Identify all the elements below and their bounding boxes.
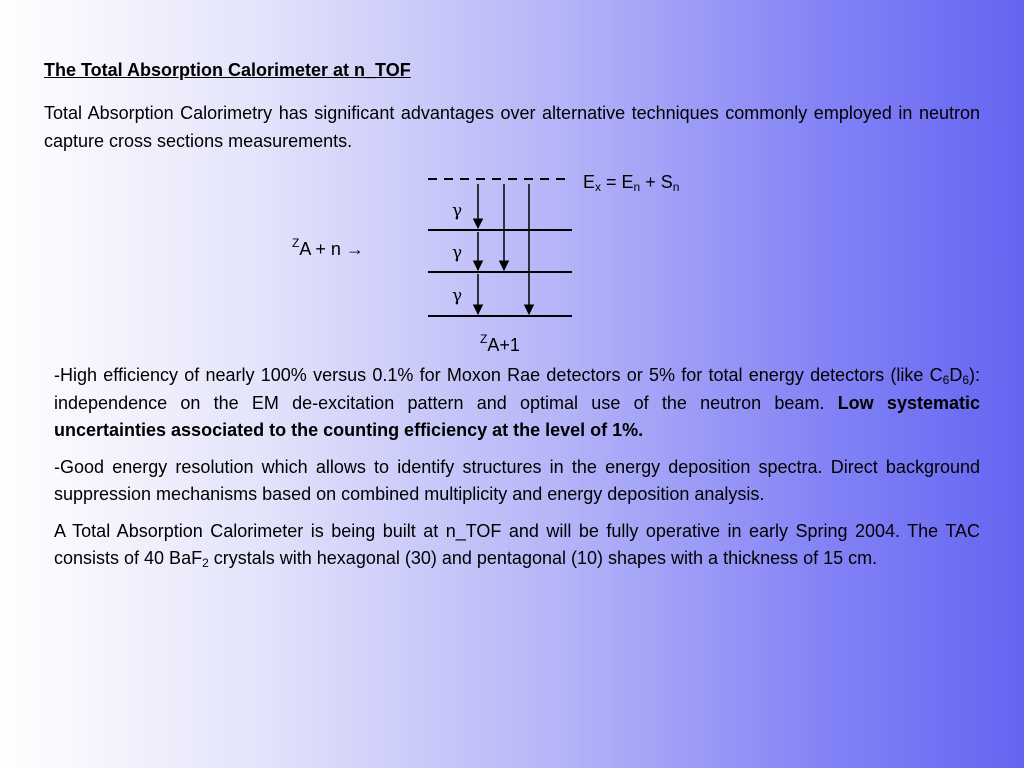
body-text (54, 362, 980, 582)
gamma-label: γ (452, 243, 463, 263)
gamma-label: γ (452, 201, 463, 221)
intro-paragraph: Total Absorption Calorimetry has significant advantages over alternative techniques commonly employed in neutron capture cross sections measurements. (44, 103, 980, 151)
efficiency-paragraph: -High efficiency of nearly 100% versus 0.1% for Moxon Rae detectors or 5% for total energy detectors (like $C_6D_6$): independence on the EM de-excitation pattern and optimal use of the neutron beam. Low systematic uncertainties associated to the counting efficiency at the level of 1%. (54, 365, 980, 440)
gamma-label: γ (452, 286, 463, 306)
efficiency-highlight: Low systematic uncertainties associated to the counting efficiency at the level of 1%. (54, 392, 980, 440)
excitation-energy-label: $E_x = E_n + S_n$ (583, 172, 680, 194)
slide-title: The Total Absorption Calorimeter at n_TOF (44, 60, 411, 80)
product-nucleus-label: $^Z$A+1 (480, 332, 520, 355)
reaction-label: $^Z$A + n → (292, 236, 364, 259)
tac-description-paragraph: A Total Absorption Calorimeter is being built at n_TOF and will be fully operative in early Spring 2004. The TAC consists of 40 BaF$_2$ crystals with hexagonal (30) and pentagonal (10) shapes with a thickness of 15 cm. (54, 520, 980, 570)
resolution-paragraph: -Good energy resolution which allows to identify structures in the energy deposition spectra. Direct background suppression mechanisms based on combined multiplicity and energy deposition analysis. (54, 456, 980, 504)
